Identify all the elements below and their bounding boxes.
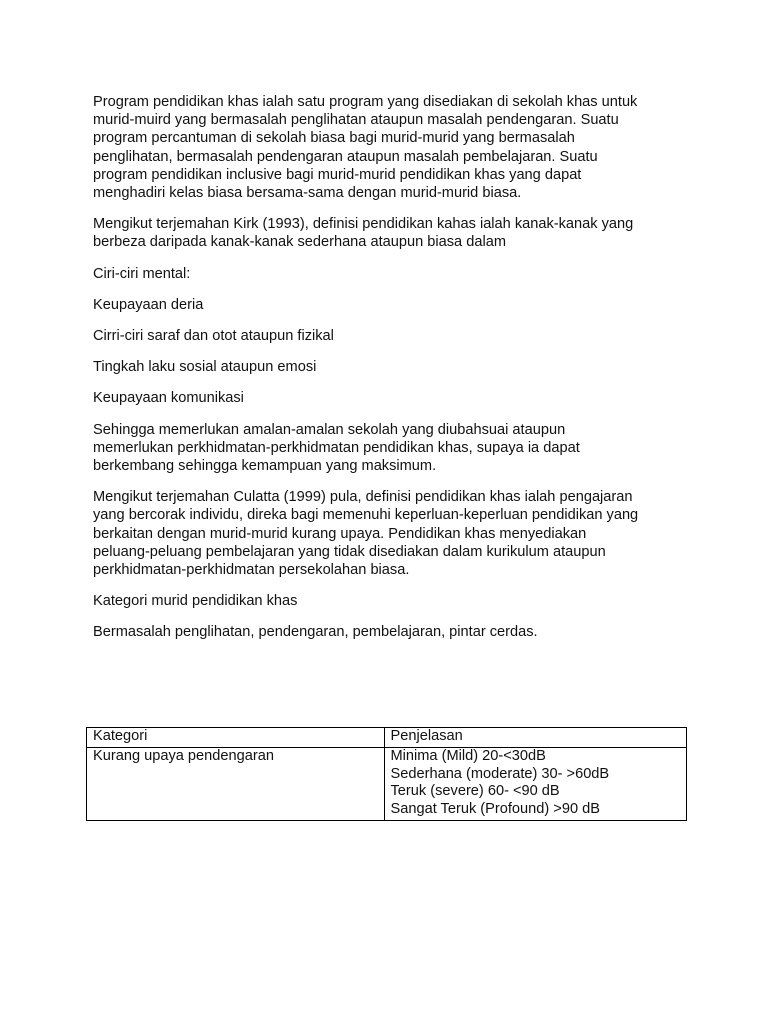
text-line: Keupayaan deria — [93, 296, 204, 313]
text-line: berbeza daripada kanak-kanak sederhana ataupun biasa dalam — [93, 234, 506, 251]
text-line: perkhidmatan-perkhidmatan persekolahan biasa. — [93, 562, 410, 579]
paragraph-ciri-mental — [93, 265, 683, 283]
text-line: peluang-peluang pembelajaran yang tidak disediakan dalam kurikulum ataupun — [93, 543, 606, 560]
paragraph-saraf-otot — [93, 327, 683, 345]
text-line: yang bercorak individu, direka bagi memenuhi keperluan-keperluan pendidikan yang — [93, 507, 639, 524]
text-line: Bermasalah penglihatan, pendengaran, pembelajaran, pintar cerdas. — [93, 624, 538, 641]
text-line: program pendidikan inclusive bagi murid-murid pendidikan khas yang dapat — [93, 166, 582, 183]
text-line: Mengikut terjemahan Culatta (1999) pula, definisi pendidikan khas ialah pengajaran — [93, 489, 633, 506]
table-header-penjelasan: Penjelasan — [384, 728, 686, 748]
table-cell-category: Kurang upaya pendengaran — [87, 747, 385, 820]
text-line: Keupayaan komunikasi — [93, 390, 244, 407]
paragraph-kategori-murid — [93, 592, 683, 610]
paragraph-kirk — [93, 215, 683, 251]
document-body — [93, 93, 683, 655]
text-line: memerlukan perkhidmatan-perkhidmatan pendidikan khas, supaya ia dapat — [93, 439, 580, 456]
paragraph-bermasalah — [93, 623, 683, 641]
text-line: Cirri-ciri saraf dan otot ataupun fizikal — [93, 328, 334, 345]
text-line: murid-muird yang bermasalah penglihatan ataupun masalah pendengaran. Suatu — [93, 112, 619, 129]
text-line: Program pendidikan khas ialah satu program yang disediakan di sekolah khas untuk — [93, 94, 638, 110]
paragraph-komunikasi — [93, 389, 683, 407]
text-line: program percantuman di sekolah biasa bagi murid-murid yang bermasalah — [93, 130, 575, 147]
paragraph-intro — [93, 93, 683, 202]
text-line: Mengikut terjemahan Kirk (1993), definisi pendidikan kahas ialah kanak-kanak yang — [93, 216, 634, 233]
text-line: berkaitan dengan murid-murid kurang upaya. Pendidikan khas menyediakan — [93, 525, 587, 542]
explanation-line: Minima (Mild) 20-<30dB — [390, 747, 546, 764]
text-line: menghadiri kelas biasa bersama-sama dengan murid-murid biasa. — [93, 185, 522, 202]
text-line: Kategori murid pendidikan khas — [93, 593, 298, 610]
table-row — [87, 747, 687, 820]
text-line: Ciri-ciri mental: — [93, 265, 191, 282]
explanation-line: Sangat Teruk (Profound) >90 dB — [390, 801, 600, 818]
table-header-kategori: Kategori — [87, 728, 385, 748]
table-cell-explanation — [384, 747, 686, 820]
paragraph-culatta — [93, 488, 683, 579]
paragraph-keupayaan-deria — [93, 296, 683, 314]
text-line: penglihatan, bermasalah pendengaran ataupun masalah pembelajaran. Suatu — [93, 148, 598, 165]
table-header-row — [87, 728, 687, 748]
explanation-line: Sederhana (moderate) 30- >60dB — [390, 765, 610, 782]
explanation-line: Teruk (severe) 60- <90 dB — [390, 783, 560, 800]
text-line: berkembang sehingga kemampuan yang maksimum. — [93, 458, 437, 475]
category-table — [86, 727, 687, 821]
paragraph-tingkah-laku — [93, 358, 683, 376]
text-line: Tingkah laku sosial ataupun emosi — [93, 359, 317, 376]
text-line: Sehingga memerlukan amalan-amalan sekolah yang diubahsuai ataupun — [93, 421, 566, 438]
paragraph-sehingga — [93, 421, 683, 476]
